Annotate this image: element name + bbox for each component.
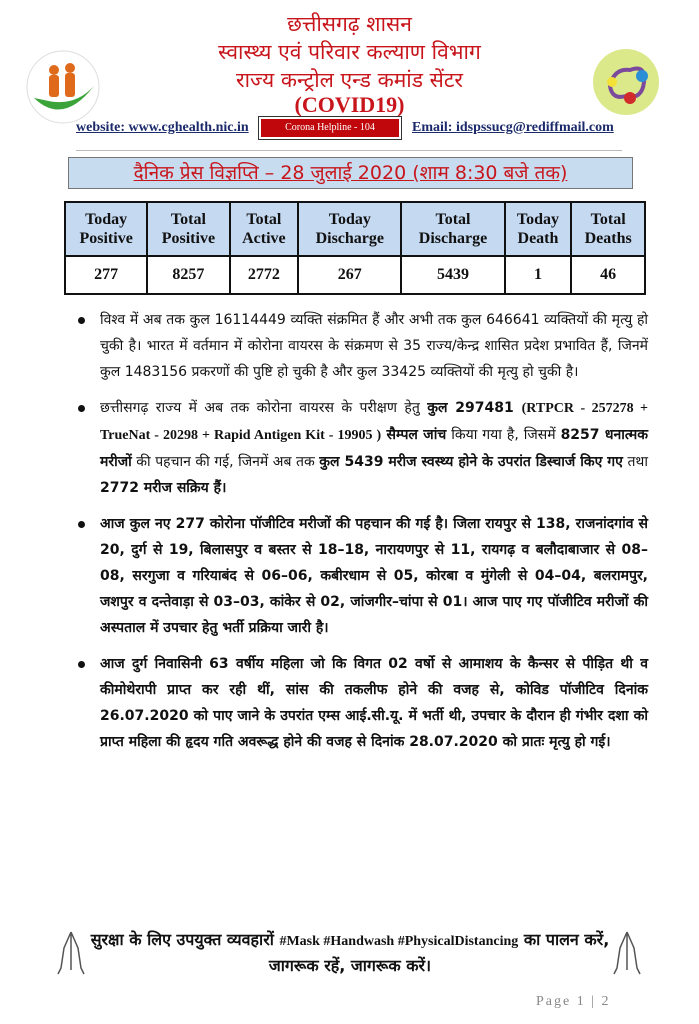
email-link[interactable]: Email: idspssucg@rediffmail.com xyxy=(412,120,614,135)
bullet-text: किया गया है, जिसमें xyxy=(446,427,561,443)
table-row xyxy=(65,256,645,294)
department-title: स्वास्थ्य एवं परिवार कल्याण विभाग xyxy=(218,40,481,64)
value-total-active: 2772 xyxy=(230,256,299,294)
govt-title: छत्तीसगढ़ शासन xyxy=(287,12,412,36)
page-number: Page 1 | 2 xyxy=(536,994,611,1009)
folded-hands-icon xyxy=(56,928,86,978)
bullet-text: तथा xyxy=(622,454,648,470)
value-today-death: 1 xyxy=(505,256,572,294)
hashtags: #Mask #Handwash #PhysicalDistancing xyxy=(279,934,519,949)
bullet-icon xyxy=(78,405,85,412)
stats-table xyxy=(64,201,646,295)
header-total-discharge: Total Discharge xyxy=(401,202,504,256)
bullet-text: आज कुल नए 277 कोरोना पॉजीटिव मरीजों की पहचान की गई है। जिला रायपुर से 138, राजनांदगांव से 20, दुर्ग से 19, बिलासपुर व बस्तर से 18–18, नारायणपुर से 11, रायगढ़ व बलौदाबाजार से 08–08, सरगुजा व गरियाबंद से 06–06, कबीरधाम से 05, कोरबा व मुंगेली से 04–04, बलरामपुर, जशपुर व दन्तेवाड़ा से 03–03, कांकेर से 02, जांजगीर–चांपा से 01। आज पाए गए पॉजीटिव मरीजों की अस्पताल में उपचार हेतु भर्ती प्रक्रिया जारी है। xyxy=(100,516,648,636)
table-header-row xyxy=(65,202,645,256)
bullet-text: की पहचान की गई, जिनमें अब तक xyxy=(131,454,320,470)
bullet-list xyxy=(78,307,648,765)
safety-text: का पालन करें, जागरूक रहें, जागरूक करें। xyxy=(268,930,610,975)
bullet-state-tests xyxy=(78,395,648,501)
safety-message xyxy=(90,928,610,978)
covid-title: (COVID19) xyxy=(294,92,405,117)
bullet-icon xyxy=(78,521,85,528)
bullet-district-cases xyxy=(78,511,648,641)
helpline-box xyxy=(258,116,402,140)
header-total-deaths: Total Deaths xyxy=(571,202,645,256)
header-total-positive: Total Positive xyxy=(147,202,229,256)
folded-hands-icon xyxy=(612,928,642,978)
bullet-text: विश्व में अब तक कुल 16114449 व्यक्ति संक्रमित हैं और अभी तक कुल 646641 व्यक्तियों की मृत्यु हो चुकी है। भारत में वर्तमान में कोरोना वायरस के संक्रमण से 35 राज्य/केन्द्र शासित प्रदेश प्रभावित हैं, जिनमें कुल 1483156 प्रकरणों की पुष्टि हो चुकी है और कुल 33425 व्यक्तियों की मृत्यु हो चुकी है। xyxy=(100,312,648,380)
value-total-discharge: 5439 xyxy=(401,256,504,294)
discharged-count: कुल 5439 मरीज स्वस्थ्य होने के उपरांत डिस्चार्ज किए गए xyxy=(319,454,623,470)
bullet-icon xyxy=(78,317,85,324)
header-divider xyxy=(76,150,622,151)
bullet-world-stats xyxy=(78,307,648,385)
header-today-positive: Today Positive xyxy=(65,202,147,256)
value-today-positive: 277 xyxy=(65,256,147,294)
press-release-banner xyxy=(68,157,633,189)
control-center-title: राज्य कन्ट्रोल एन्ड कमांड सेंटर xyxy=(236,68,463,92)
helpline-label: Corona Helpline - 104 xyxy=(261,119,399,137)
sample-test-label: सैम्पल जांच xyxy=(381,427,447,443)
header-today-death: Today Death xyxy=(505,202,572,256)
website-link[interactable]: website: www.cghealth.nic.in xyxy=(76,120,249,135)
total-tests: कुल 297481 xyxy=(427,400,522,416)
positive-count: 8257 धनात्मक मरीजों xyxy=(100,427,648,470)
bullet-death-report xyxy=(78,651,648,755)
test-breakdown: (RTPCR - 257278 + TrueNat - 20298 + Rapid Antigen Kit - 19905 ) xyxy=(100,401,649,443)
active-count: 2772 मरीज सक्रिय हैं। xyxy=(100,480,227,496)
value-today-discharge: 267 xyxy=(298,256,401,294)
value-total-deaths: 46 xyxy=(571,256,645,294)
header-total-active: Total Active xyxy=(230,202,299,256)
bullet-text: छत्तीसगढ़ राज्य में अब तक कोरोना वायरस के परीक्षण हेतु xyxy=(100,400,428,416)
bullet-text: आज दुर्ग निवासिनी 63 वर्षीय महिला जो कि विगत 02 वर्षो से आमाशय के कैन्सर से पीड़ित थी व कीमोथेरापी प्राप्त कर रही थीं, सांस की तकलीफ होने की वजह से, कोविड पॉजीटिव दिनांक 26.07.2020 को पाए जाने के उपरांत एम्स आई.सी.यू. में भर्ती थी, उपचार के दौरान ही गंभीर दशा को प्राप्त महिला की हृदय गति अवरूद्ध होने की वजह से दिनांक 28.07.2020 को प्रातः मृत्यु हो गई। xyxy=(100,656,648,750)
bullet-icon xyxy=(78,661,85,668)
header-today-discharge: Today Discharge xyxy=(298,202,401,256)
safety-text: सुरक्षा के लिए उपयुक्त व्यवहारों xyxy=(90,930,280,949)
value-total-positive: 8257 xyxy=(147,256,229,294)
press-release-title: दैनिक प्रेस विज्ञप्ति – 28 जुलाई 2020 (शाम 8:30 बजे तक) xyxy=(133,162,568,184)
